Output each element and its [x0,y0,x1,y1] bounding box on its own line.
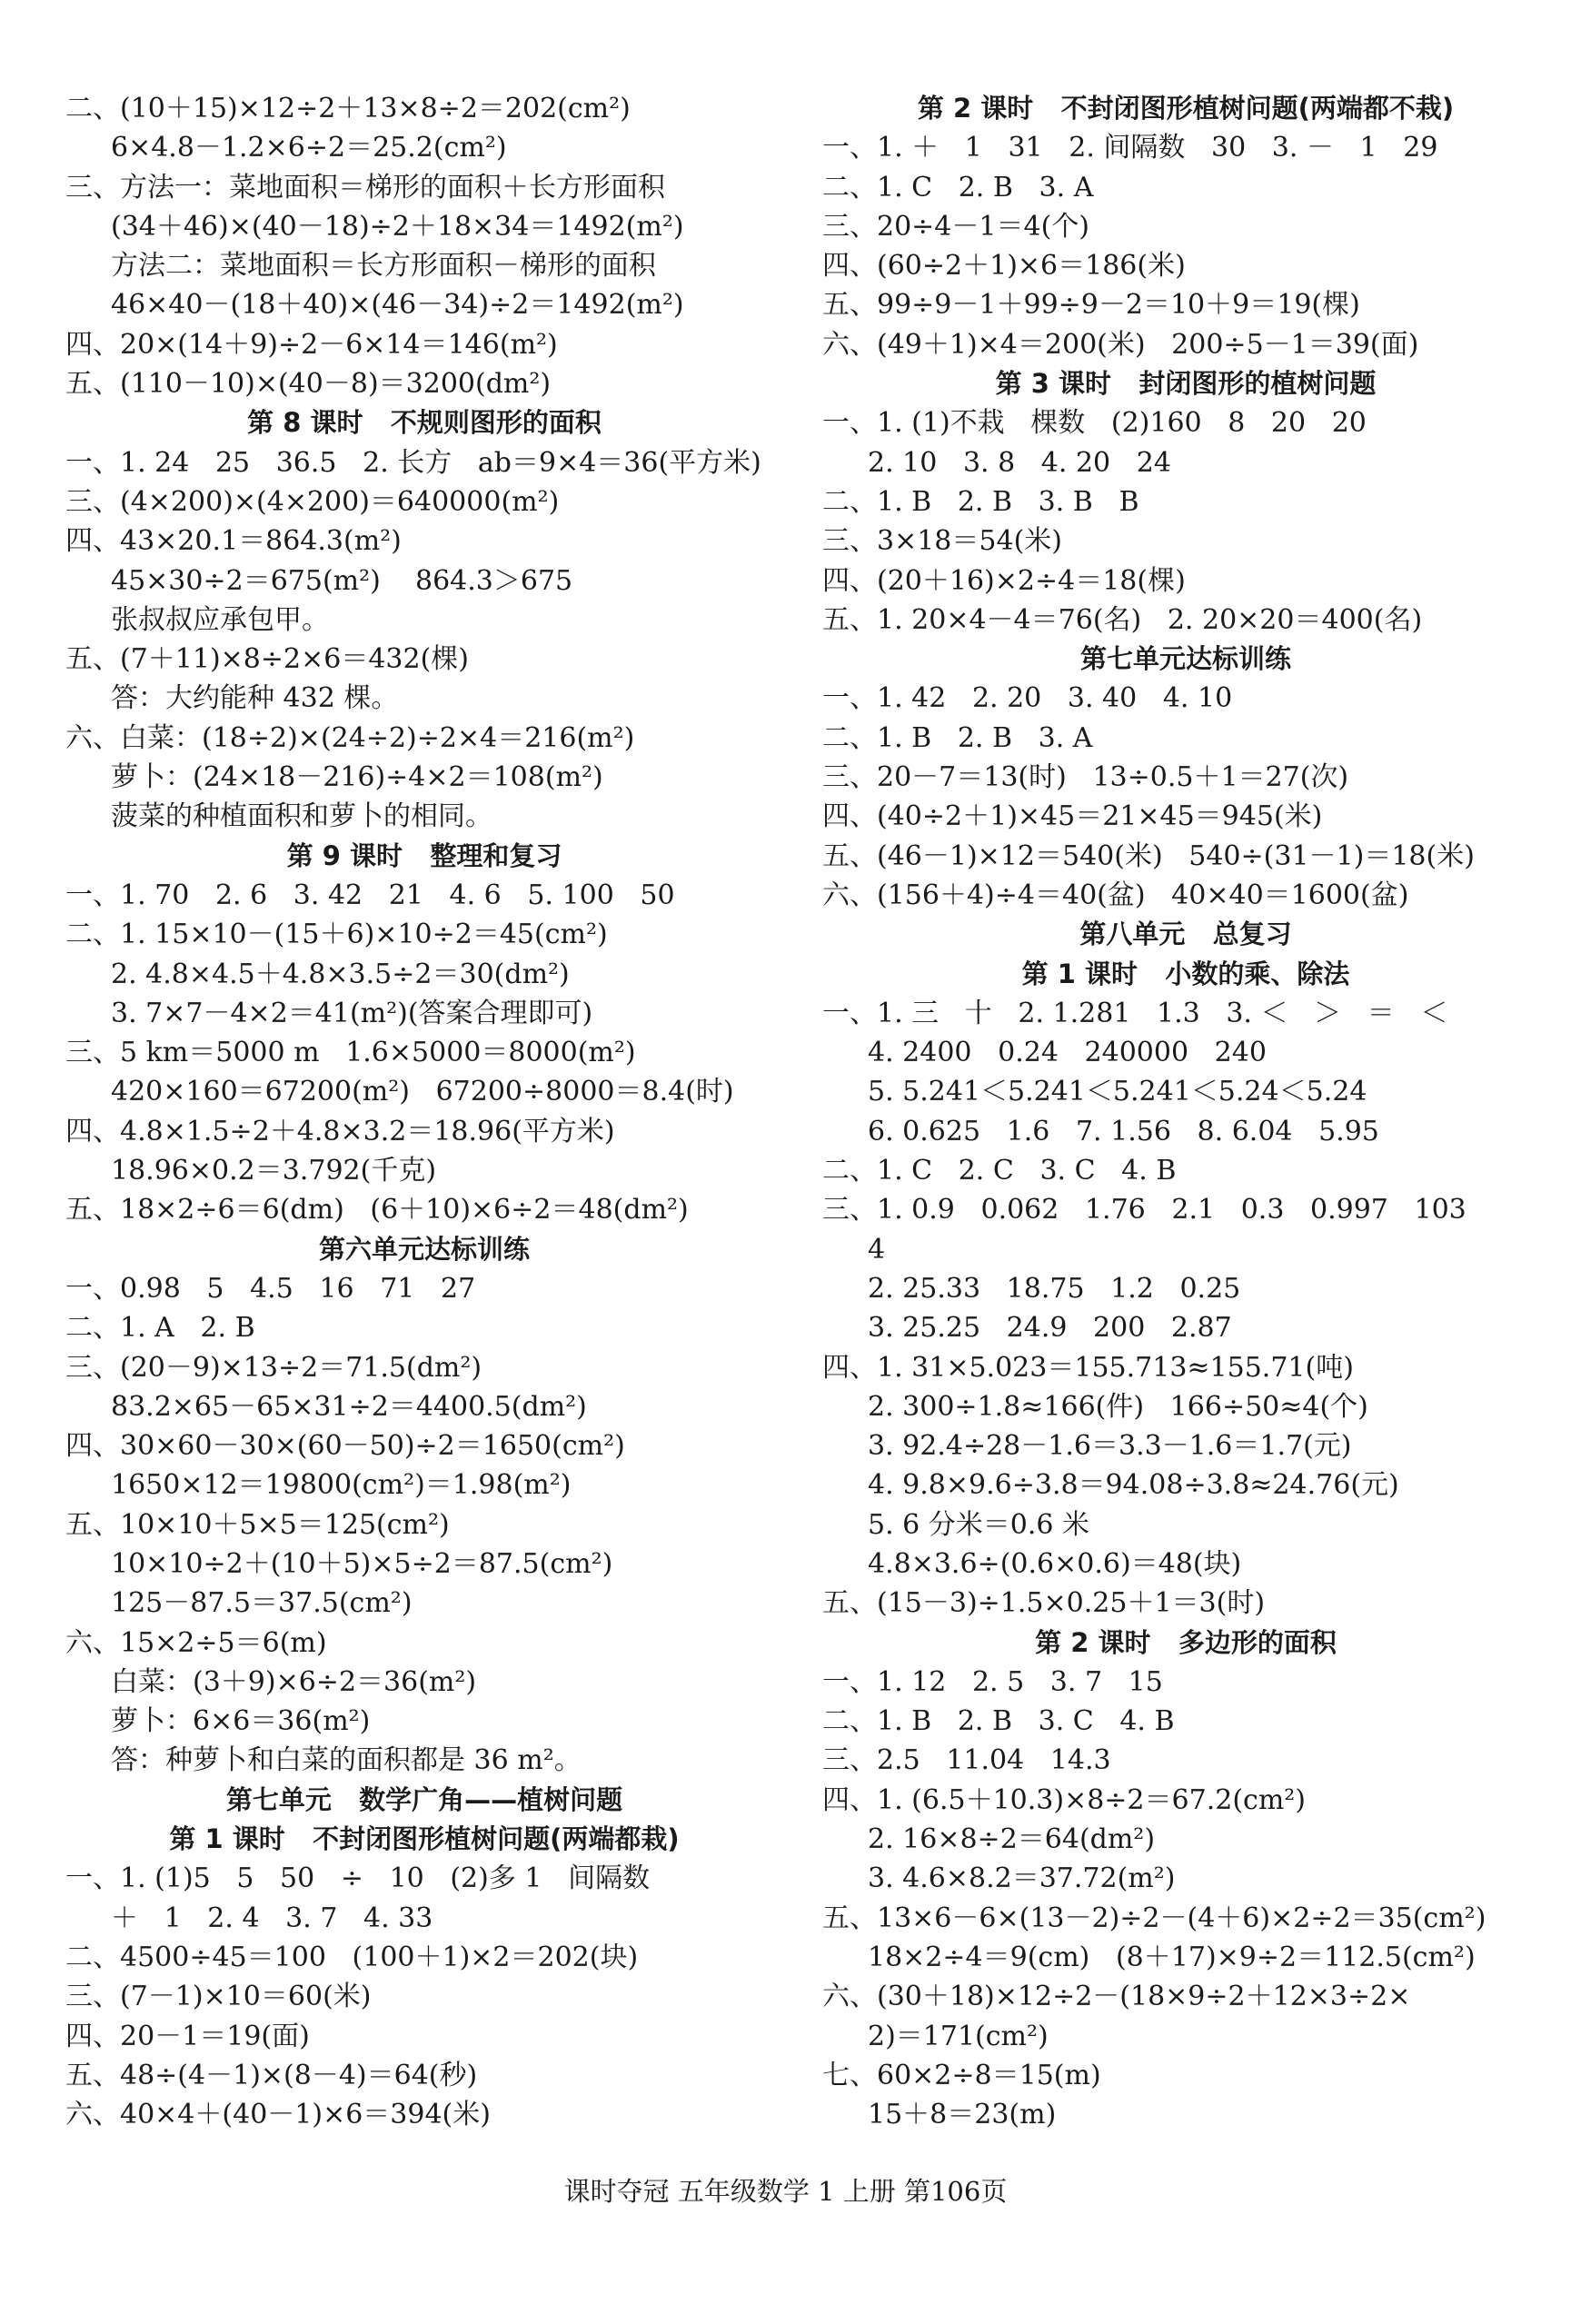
section-heading: 第 3 课时 封闭图形的植树问题 [995,368,1377,400]
answer-line: 三、1. 0.9 0.062 1.76 2.1 0.3 0.997 103 [822,1194,1467,1227]
section-heading: 第 1 课时 小数的乘、除法 [1021,958,1350,989]
answer-line: 二、1. B 2. B 3. B B [822,485,1139,518]
answer-line: 420×160＝67200(m²) 67200÷8000＝8.4(时) [111,1076,734,1108]
answer-line: 三、3×18＝54(米) [822,525,1062,558]
answer-line: 三、(20－9)×13÷2＝71.5(dm²) [65,1351,482,1384]
answer-line: 四、1. 31×5.023＝155.713≈155.71(吨) [822,1351,1354,1384]
answer-line: 三、2.5 11.04 14.3 [822,1744,1111,1777]
answer-line: 二、1. A 2. B [65,1312,255,1345]
answer-line: 四、1. (6.5＋10.3)×8÷2＝67.2(cm²) [822,1783,1307,1816]
section-heading: 第 2 课时 多边形的面积 [1035,1626,1337,1658]
answer-line: 三、方法一：菜地面积＝梯形的面积＋长方形面积 [65,171,665,204]
answer-line: 四、43×20.1＝864.3(m²) [65,525,402,558]
answer-line: 一、1. 24 25 36.5 2. 长方 ab＝9×4＝36(平方米) [65,446,761,479]
answer-line: 一、1. ＋ 1 31 2. 间隔数 30 3. － 1 29 [822,132,1438,164]
answer-line: 答：大约能种 432 棵。 [111,682,399,715]
answer-line: 4 [868,1233,886,1266]
answer-line: 四、20×(14＋9)÷2－6×14＝146(m²) [65,328,558,361]
answer-line: 2. 4.8×4.5＋4.8×3.5÷2＝30(dm²) [111,958,570,990]
answer-line: 一、1. 三 十 2. 1.281 1.3 3. ＜ ＞ ＝ ＜ [822,997,1448,1029]
left-column [65,89,783,2134]
answer-line: 二、(10＋15)×12÷2＋13×8÷2＝202(cm²) [65,93,631,124]
answer-line: 三、20－7＝13(时) 13÷0.5＋1＝27(次) [822,761,1349,794]
answer-line: 菠菜的种植面积和萝卜的相同。 [111,800,492,833]
answer-line: 2. 10 3. 8 4. 20 24 [868,446,1171,479]
section-heading: 第 2 课时 不封闭图形植树问题(两端都不栽) [917,93,1455,124]
answer-line: 三、(7－1)×10＝60(米) [65,1981,372,2013]
answer-line: 3. 92.4÷28－1.6＝3.3－1.6＝1.7(元) [868,1430,1352,1463]
answer-line: 3. 25.25 24.9 200 2.87 [868,1312,1232,1345]
answer-line: 四、4.8×1.5÷2＋4.8×3.2＝18.96(平方米) [65,1115,615,1147]
answer-line: 三、(4×200)×(4×200)＝640000(m²) [65,485,560,518]
answer-line: 4. 2400 0.24 240000 240 [868,1037,1267,1069]
answer-line: 3. 7×7－4×2＝41(m²)(答案合理即可) [111,997,593,1029]
answer-line: 四、(20＋16)×2÷4＝18(棵) [822,564,1186,597]
answer-line: 二、1. B 2. B 3. C 4. B [822,1705,1175,1738]
answer-line: 83.2×65－65×31÷2＝4400.5(dm²) [111,1390,587,1423]
answer-line: 4. 9.8×9.6÷3.8＝94.08÷3.8≈24.76(元) [868,1469,1399,1502]
answer-line: 三、5 km＝5000 m 1.6×5000＝8000(m²) [65,1037,636,1069]
section-heading: 第 8 课时 不规则图形的面积 [247,407,602,439]
answer-line: 五、13×6－6×(13－2)÷2－(4＋6)×2÷2＝35(cm²) [822,1902,1486,1934]
answer-line: 五、1. 20×4－4＝76(名) 2. 20×20＝400(名) [822,603,1423,636]
answer-line: 一、1. 12 2. 5 3. 7 15 [822,1665,1163,1698]
answer-line: 六、(30＋18)×12÷2－(18×9÷2＋12×3÷2× [822,1981,1411,2013]
answer-line: 六、白菜：(18÷2)×(24÷2)÷2×4＝216(m²) [65,721,635,754]
answer-line: 七、60×2÷8＝15(m) [822,2059,1101,2091]
answer-line: 2. 25.33 18.75 1.2 0.25 [868,1272,1241,1305]
section-heading: 第 9 课时 整理和复习 [286,839,562,871]
answer-line: 一、1. 42 2. 20 3. 40 4. 10 [822,682,1233,715]
answer-line: 张叔叔应承包甲。 [111,603,329,636]
right-column [822,89,1549,2134]
section-heading: 第七单元达标训练 [1079,643,1291,675]
answer-line: 五、(7＋11)×8÷2×6＝432(棵) [65,643,470,676]
answer-line: 10×10÷2＋(10＋5)×5÷2＝87.5(cm²) [111,1547,613,1580]
answer-line: 一、1. (1)不栽 棵数 (2)160 8 20 20 [822,407,1367,440]
answer-line: 3. 4.6×8.2＝37.72(m²) [868,1862,1176,1895]
answer-line: (34＋46)×(40－18)÷2＋18×34＝1492(m²) [111,210,684,243]
answer-line: 三、20÷4－1＝4(个) [822,210,1089,243]
answer-line: 五、10×10＋5×5＝125(cm²) [65,1508,450,1541]
answer-line: 六、(49＋1)×4＝200(米) 200÷5－1＝39(面) [822,328,1419,361]
answer-line: 萝卜：6×6＝36(m²) [111,1705,371,1738]
answer-line: 18.96×0.2＝3.792(千克) [111,1155,437,1187]
answer-line: 一、1. (1)5 5 50 ÷ 10 (2)多 1 间隔数 [65,1862,651,1895]
answer-line: 五、(110－10)×(40－8)＝3200(dm²) [65,368,552,401]
answer-line: 2. 16×8÷2＝64(dm²) [868,1823,1156,1856]
answer-line: 2. 300÷1.8≈166(件) 166÷50≈4(个) [868,1390,1368,1423]
answer-line: 六、(156＋4)÷4＝40(盆) 40×40＝1600(盆) [822,879,1409,911]
answer-line: 1650×12＝19800(cm²)＝1.98(m²) [111,1469,572,1502]
answer-line: 45×30÷2＝675(m²) 864.3＞675 [111,564,573,597]
answer-line: 二、1. B 2. B 3. A [822,721,1093,754]
answer-line: 6. 0.625 1.6 7. 1.56 8. 6.04 5.95 [868,1115,1379,1147]
answer-line: 二、4500÷45＝100 (100＋1)×2＝202(块) [65,1941,639,1973]
answer-line: 四、20－1＝19(面) [65,2020,310,2052]
answer-line: 一、1. 70 2. 6 3. 42 21 4. 6 5. 100 50 [65,879,675,911]
answer-line: 五、48÷(4－1)×(8－4)＝64(秒) [65,2059,478,2091]
answer-line: 二、1. 15×10－(15＋6)×10÷2＝45(cm²) [65,919,608,951]
answer-line: ＋ 1 2. 4 3. 7 4. 33 [111,1902,433,1934]
page-footer: 课时夺冠 五年级数学 1 上册 第106页 [563,2176,1008,2207]
answer-line: 白菜：(3＋9)×6÷2＝36(m²) [111,1665,477,1698]
answer-line: 六、40×4＋(40－1)×6＝394(米) [65,2099,491,2131]
answer-line: 46×40－(18＋40)×(46－34)÷2＝1492(m²) [111,289,684,322]
section-heading: 第七单元 数学广角——植树问题 [225,1783,623,1815]
answer-line: 五、(15－3)÷1.5×0.25＋1＝3(时) [822,1587,1266,1620]
answer-line: 方法二：菜地面积＝长方形面积－梯形的面积 [111,250,656,283]
answer-line: 答：种萝卜和白菜的面积都是 36 m²。 [111,1744,582,1777]
answer-line: 五、(46－1)×12＝540(米) 540÷(31－1)＝18(米) [822,839,1475,872]
answer-line: 5. 6 分米＝0.6 米 [868,1508,1090,1541]
answer-line: 18×2÷4＝9(cm) (8＋17)×9÷2＝112.5(cm²) [868,1941,1476,1973]
section-heading: 第 1 课时 不封闭图形植树问题(两端都栽) [169,1823,680,1855]
answer-line: 五、99÷9－1＋99÷9－2＝10＋9＝19(棵) [822,289,1360,322]
answer-line: 二、1. C 2. B 3. A [822,171,1094,204]
answer-line: 五、18×2÷6＝6(dm) (6＋10)×6÷2＝48(dm²) [65,1194,689,1227]
section-heading: 第八单元 总复习 [1079,919,1292,950]
answer-line: 萝卜：(24×18－216)÷4×2＝108(m²) [111,761,603,794]
section-heading: 第六单元达标训练 [318,1233,530,1265]
answer-line: 2)＝171(cm²) [868,2020,1049,2052]
answer-line: 4.8×3.6÷(0.6×0.6)＝48(块) [868,1547,1242,1580]
answer-line: 一、0.98 5 4.5 16 71 27 [65,1272,476,1305]
answer-line: 四、(60÷2＋1)×6＝186(米) [822,250,1186,283]
answer-line: 125－87.5＝37.5(cm²) [111,1587,413,1620]
answer-line: 5. 5.241＜5.241＜5.241＜5.24＜5.24 [868,1076,1367,1108]
answer-line: 四、30×60－30×(60－50)÷2＝1650(cm²) [65,1430,625,1463]
answer-line: 二、1. C 2. C 3. C 4. B [822,1155,1177,1187]
answer-line: 四、(40÷2＋1)×45＝21×45＝945(米) [822,800,1323,833]
answer-line: 六、15×2÷5＝6(m) [65,1626,327,1659]
answer-line: 6×4.8－1.2×6÷2＝25.2(cm²) [111,132,507,164]
answer-line: 15＋8＝23(m) [868,2099,1057,2131]
